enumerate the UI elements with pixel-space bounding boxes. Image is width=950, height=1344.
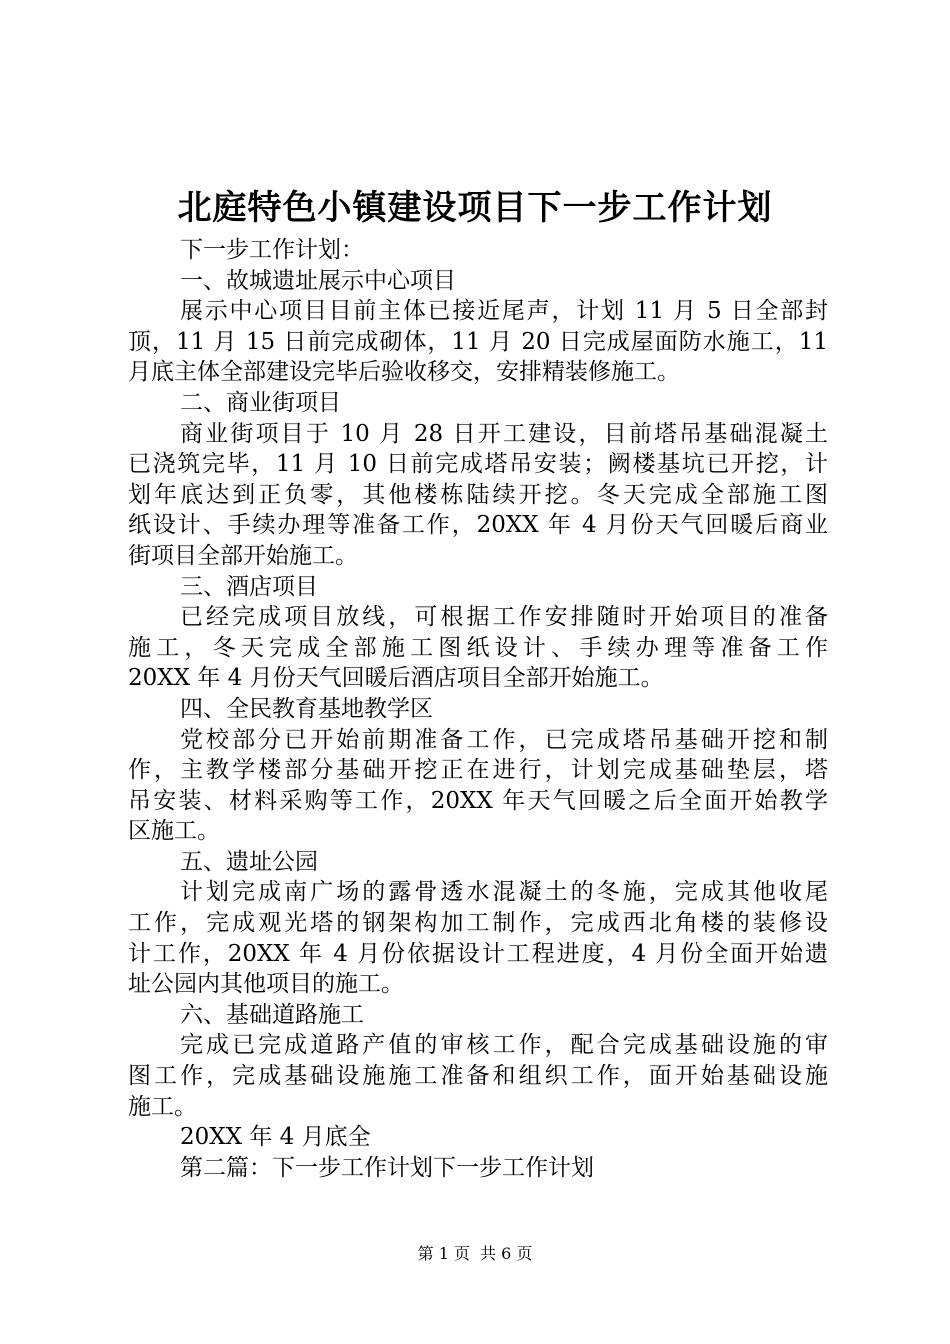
- text-line: 计工作，20XX 年 4 月份依据设计工程进度，4 月份全面开始遗: [128, 940, 828, 967]
- text-line: 完成已完成道路产值的审核工作，配合完成基础设施的审: [180, 1032, 828, 1059]
- text-line: 纸设计、手续办理等准备工作，20XX 年 4 月份天气回暖后商业: [128, 512, 828, 539]
- text-line: 四、全民教育基地教学区: [180, 695, 433, 722]
- document-body: [128, 235, 828, 1183]
- page-title: 北庭特色小镇建设项目下一步工作计划: [177, 188, 773, 228]
- page-number: 第 1 页: [417, 1244, 470, 1263]
- text-line: 作，主教学楼部分基础开挖正在进行，计划完成基础垫层，塔: [128, 757, 828, 784]
- text-line: 一、故城遗址展示中心项目: [180, 267, 456, 294]
- text-line: 施工。: [128, 1093, 197, 1120]
- text-line: 区施工。: [128, 818, 220, 845]
- text-line: 吊安装、材料采购等工作，20XX 年天气回暖之后全面开始教学: [128, 787, 828, 814]
- text-line: 三、酒店项目: [180, 573, 318, 600]
- text-line: 20XX 年 4 月份天气回暖后酒店项目全部开始施工。: [128, 665, 664, 692]
- text-line: 二、商业街项目: [180, 389, 341, 416]
- text-line: 址公园内其他项目的施工。: [128, 971, 404, 998]
- text-line: 已浇筑完毕，11 月 10 日前完成塔吊安装；阙楼基坑已开挖，计: [128, 451, 828, 478]
- text-line: 20XX 年 4 月底全: [180, 1124, 371, 1151]
- text-line: 五、遗址公园: [180, 848, 318, 875]
- text-line: 划年底达到正负零，其他楼栋陆续开挖。冬天完成全部施工图: [128, 481, 828, 508]
- text-line: 顶，11 月 15 日前完成砌体，11 月 20 日完成屋面防水施工，11: [128, 328, 828, 355]
- text-line: 第二篇：下一步工作计划下一步工作计划: [180, 1154, 594, 1181]
- text-line: 商业街项目于 10 月 28 日开工建设，目前塔吊基础混凝土: [180, 420, 828, 447]
- text-line: 党校部分已开始前期准备工作，已完成塔吊基础开挖和制: [180, 726, 828, 753]
- page-total: 共 6 页: [480, 1244, 533, 1263]
- text-line: 计划完成南广场的露骨透水混凝土的冬施，完成其他收尾: [180, 879, 828, 906]
- page-footer: [0, 1243, 950, 1265]
- text-line: 施工，冬天完成全部施工图纸设计、手续办理等准备工作: [128, 634, 828, 661]
- text-line: 六、基础道路施工: [180, 1001, 364, 1028]
- text-line: 展示中心项目目前主体已接近尾声，计划 11 月 5 日全部封: [180, 298, 828, 325]
- text-line: 图工作，完成基础设施施工准备和组织工作，面开始基础设施: [128, 1063, 828, 1090]
- text-line: 工作，完成观光塔的钢架构加工制作，完成西北角楼的装修设: [128, 910, 828, 937]
- text-line: 月底主体全部建设完毕后验收移交，安排精装修施工。: [128, 359, 680, 386]
- text-line: 已经完成项目放线，可根据工作安排随时开始项目的准备: [180, 604, 828, 631]
- text-line: 街项目全部开始施工。: [128, 542, 358, 569]
- text-line: 下一步工作计划：: [180, 237, 364, 263]
